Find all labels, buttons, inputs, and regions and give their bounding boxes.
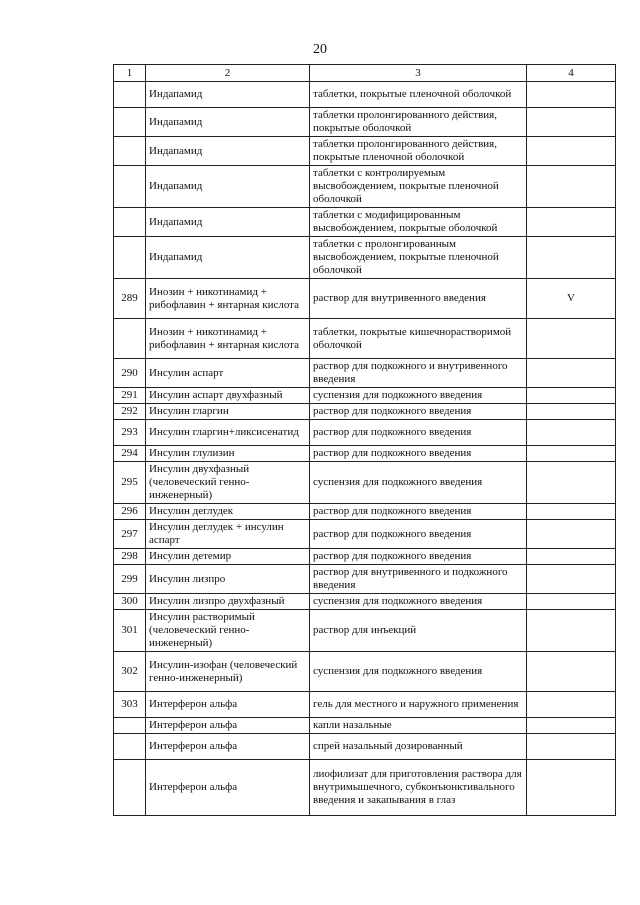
table-row bbox=[114, 82, 616, 108]
vital-mark bbox=[527, 208, 616, 237]
vital-mark bbox=[527, 166, 616, 208]
vital-mark bbox=[527, 462, 616, 504]
drug-name: Инсулин гларгин bbox=[146, 404, 310, 420]
vital-mark: V bbox=[527, 279, 616, 319]
dosage-form: таблетки с пролонгированным высвобождением, покрытые пленочной оболочкой bbox=[310, 237, 527, 279]
dosage-form: раствор для подкожного введения bbox=[310, 549, 527, 565]
row-number: 303 bbox=[114, 692, 146, 718]
table-row bbox=[114, 594, 616, 610]
vital-mark bbox=[527, 237, 616, 279]
vital-mark bbox=[527, 137, 616, 166]
dosage-form: раствор для внутривенного введения bbox=[310, 279, 527, 319]
dosage-form: суспензия для подкожного введения bbox=[310, 594, 527, 610]
row-number: 296 bbox=[114, 504, 146, 520]
table-row bbox=[114, 388, 616, 404]
vital-mark bbox=[527, 734, 616, 760]
dosage-form: раствор для подкожного введения bbox=[310, 420, 527, 446]
vital-mark bbox=[527, 610, 616, 652]
row-number bbox=[114, 319, 146, 359]
row-number: 289 bbox=[114, 279, 146, 319]
row-number bbox=[114, 734, 146, 760]
dosage-form: капли назальные bbox=[310, 718, 527, 734]
row-number bbox=[114, 208, 146, 237]
row-number bbox=[114, 137, 146, 166]
row-number bbox=[114, 718, 146, 734]
vital-mark bbox=[527, 446, 616, 462]
dosage-form: лиофилизат для приготовления раствора для внутримышечного, субконъюнктивального введения и закапывания в глаз bbox=[310, 760, 527, 816]
table-row bbox=[114, 504, 616, 520]
dosage-form: гель для местного и наружного применения bbox=[310, 692, 527, 718]
table-row bbox=[114, 520, 616, 549]
row-number: 292 bbox=[114, 404, 146, 420]
table-row bbox=[114, 166, 616, 208]
vital-mark bbox=[527, 82, 616, 108]
table-row bbox=[114, 359, 616, 388]
row-number: 295 bbox=[114, 462, 146, 504]
vital-mark bbox=[527, 108, 616, 137]
dosage-form: раствор для подкожного введения bbox=[310, 404, 527, 420]
drug-name: Инозин + никотинамид + рибофлавин + янтарная кислота bbox=[146, 279, 310, 319]
drug-name: Индапамид bbox=[146, 237, 310, 279]
dosage-form: раствор для подкожного введения bbox=[310, 504, 527, 520]
drug-name: Интерферон альфа bbox=[146, 718, 310, 734]
row-number: 301 bbox=[114, 610, 146, 652]
vital-mark bbox=[527, 549, 616, 565]
row-number bbox=[114, 108, 146, 137]
dosage-form: раствор для внутривенного и подкожного введения bbox=[310, 565, 527, 594]
row-number: 300 bbox=[114, 594, 146, 610]
drug-name: Инсулин лизпро двухфазный bbox=[146, 594, 310, 610]
vital-mark bbox=[527, 652, 616, 692]
table-row bbox=[114, 610, 616, 652]
row-number bbox=[114, 82, 146, 108]
vital-mark bbox=[527, 359, 616, 388]
table-row bbox=[114, 462, 616, 504]
drug-name: Инсулин аспарт двухфазный bbox=[146, 388, 310, 404]
row-number: 299 bbox=[114, 565, 146, 594]
row-number: 293 bbox=[114, 420, 146, 446]
vital-mark bbox=[527, 594, 616, 610]
column-header-3: 3 bbox=[310, 65, 527, 82]
dosage-form: таблетки, покрытые кишечнорастворимой оболочкой bbox=[310, 319, 527, 359]
table-row bbox=[114, 137, 616, 166]
vital-mark bbox=[527, 319, 616, 359]
table-row bbox=[114, 208, 616, 237]
table-row bbox=[114, 652, 616, 692]
dosage-form: таблетки пролонгированного действия, покрытые оболочкой bbox=[310, 108, 527, 137]
dosage-form: раствор для подкожного введения bbox=[310, 446, 527, 462]
drug-name: Инсулин деглудек bbox=[146, 504, 310, 520]
table-row bbox=[114, 446, 616, 462]
drug-name: Интерферон альфа bbox=[146, 734, 310, 760]
dosage-form: таблетки, покрытые пленочной оболочкой bbox=[310, 82, 527, 108]
drug-name: Интерферон альфа bbox=[146, 692, 310, 718]
vital-mark bbox=[527, 420, 616, 446]
drug-name: Инсулин-изофан (человеческий генно-инженерный) bbox=[146, 652, 310, 692]
row-number bbox=[114, 166, 146, 208]
vital-mark bbox=[527, 760, 616, 816]
row-number bbox=[114, 760, 146, 816]
row-number bbox=[114, 237, 146, 279]
vital-mark bbox=[527, 404, 616, 420]
drug-name: Инсулин детемир bbox=[146, 549, 310, 565]
drug-name: Инсулин деглудек + инсулин аспарт bbox=[146, 520, 310, 549]
drug-name: Индапамид bbox=[146, 82, 310, 108]
row-number: 302 bbox=[114, 652, 146, 692]
dosage-form: таблетки с модифицированным высвобождением, покрытые оболочкой bbox=[310, 208, 527, 237]
dosage-form: суспензия для подкожного введения bbox=[310, 462, 527, 504]
table-row bbox=[114, 420, 616, 446]
drug-name: Инсулин лизпро bbox=[146, 565, 310, 594]
row-number: 297 bbox=[114, 520, 146, 549]
table-row bbox=[114, 279, 616, 319]
row-number: 291 bbox=[114, 388, 146, 404]
drug-name: Инсулин гларгин+ликсисенатид bbox=[146, 420, 310, 446]
dosage-form: раствор для инъекций bbox=[310, 610, 527, 652]
drug-name: Инсулин глулизин bbox=[146, 446, 310, 462]
drug-name: Инсулин растворимый (человеческий генно-инженерный) bbox=[146, 610, 310, 652]
dosage-form: таблетки с контролируемым высвобождением, покрытые пленочной оболочкой bbox=[310, 166, 527, 208]
drug-name: Индапамид bbox=[146, 137, 310, 166]
dosage-form: таблетки пролонгированного действия, покрытые пленочной оболочкой bbox=[310, 137, 527, 166]
row-number: 294 bbox=[114, 446, 146, 462]
table-row bbox=[114, 760, 616, 816]
drug-name: Индапамид bbox=[146, 108, 310, 137]
dosage-form: суспензия для подкожного введения bbox=[310, 388, 527, 404]
drug-name: Инозин + никотинамид + рибофлавин + янтарная кислота bbox=[146, 319, 310, 359]
table-row bbox=[114, 108, 616, 137]
table-header-row bbox=[114, 65, 616, 82]
drug-table bbox=[113, 64, 616, 816]
table-row bbox=[114, 404, 616, 420]
drug-name: Индапамид bbox=[146, 166, 310, 208]
drug-name: Инсулин аспарт bbox=[146, 359, 310, 388]
drug-name: Индапамид bbox=[146, 208, 310, 237]
table-row bbox=[114, 718, 616, 734]
row-number: 290 bbox=[114, 359, 146, 388]
column-header-2: 2 bbox=[146, 65, 310, 82]
drug-name: Интерферон альфа bbox=[146, 760, 310, 816]
vital-mark bbox=[527, 718, 616, 734]
table-row bbox=[114, 565, 616, 594]
dosage-form: раствор для подкожного введения bbox=[310, 520, 527, 549]
vital-mark bbox=[527, 692, 616, 718]
vital-mark bbox=[527, 504, 616, 520]
vital-mark bbox=[527, 520, 616, 549]
dosage-form: раствор для подкожного и внутривенного введения bbox=[310, 359, 527, 388]
page-number: 20 bbox=[313, 42, 327, 57]
vital-mark bbox=[527, 565, 616, 594]
column-header-1: 1 bbox=[114, 65, 146, 82]
dosage-form: спрей назальный дозированный bbox=[310, 734, 527, 760]
vital-mark bbox=[527, 388, 616, 404]
table-row bbox=[114, 549, 616, 565]
table-row bbox=[114, 734, 616, 760]
row-number: 298 bbox=[114, 549, 146, 565]
table-row bbox=[114, 692, 616, 718]
drug-name: Инсулин двухфазный (человеческий генно-инженерный) bbox=[146, 462, 310, 504]
column-header-4: 4 bbox=[527, 65, 616, 82]
dosage-form: суспензия для подкожного введения bbox=[310, 652, 527, 692]
table-row bbox=[114, 319, 616, 359]
table-row bbox=[114, 237, 616, 279]
